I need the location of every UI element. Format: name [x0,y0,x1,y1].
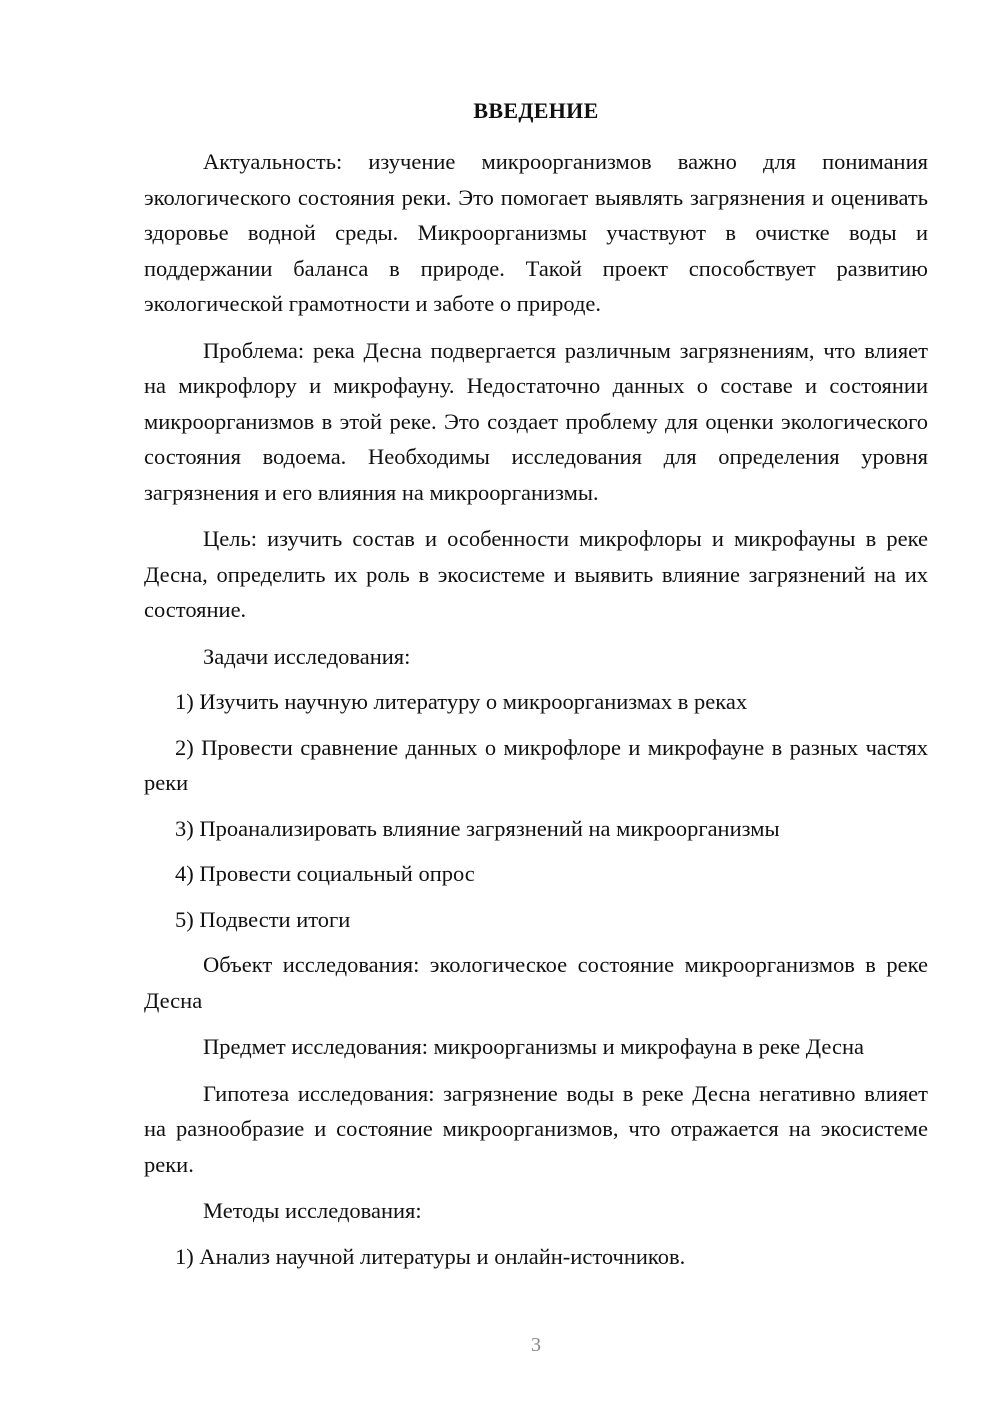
hypothesis-paragraph: Гипотеза исследования: загрязнение воды в реке Десна негативно влияет на разнообразие и состояние микроорганизмов, что отражается на экосистеме реки. [144,1080,928,1177]
method-item: 1) Анализ научной литературы и онлайн-источников. [175,1243,686,1269]
object-paragraph: Объект исследования: экологическое состояние микроорганизмов в реке Десна [144,952,928,1013]
methods-heading: Методы исследования: [203,1198,422,1223]
task-item: 3) Проанализировать влияние загрязнений на микроорганизмы [175,815,780,841]
tasks-heading: Задачи исследования: [203,643,411,669]
goal-paragraph: Цель: изучить состав и особенности микрофлоры и микрофауны в реке Десна, определить их роль в экосистеме и выявить влияние загрязнений на их состояние. [144,526,928,622]
problem-paragraph: Проблема: река Десна подвергается различным загрязнениям, что влияет на микрофлору и микрофауну. Недостаточно данных о составе и состоянии микроорганизмов в этой реке. Это создает проблему для оценки экологического состояния водоема. Необходимы исследования для определения уровня загрязнения и его влияния на микроорганизмы. [144,337,928,505]
task-item: 1) Изучить научную литературу о микроорганизмах в реках [175,689,748,714]
subject-paragraph: Предмет исследования: микроорганизмы и микрофауна в реке Десна [203,1034,864,1059]
document-body [144,94,928,1284]
task-item: 4) Провести социальный опрос [175,861,475,886]
relevance-paragraph: Актуальность: изучение микроорганизмов важно для понимания экологического состояния реки. Это помогает выявлять загрязнения и оценивать здоровье водной среды. Микроорганизмы участвуют в очистке воды и поддержании баланса в природе. Такой проект способствует развитию экологической грамотности и заботе о природе. [144,149,928,316]
page-number: 3 [531,1334,541,1356]
task-item: 2) Провести сравнение данных о микрофлоре и микрофауне в разных частях реки [144,734,928,795]
task-item: 5) Подвести итоги [175,906,351,932]
section-title: ВВЕДЕНИЕ [473,98,599,123]
